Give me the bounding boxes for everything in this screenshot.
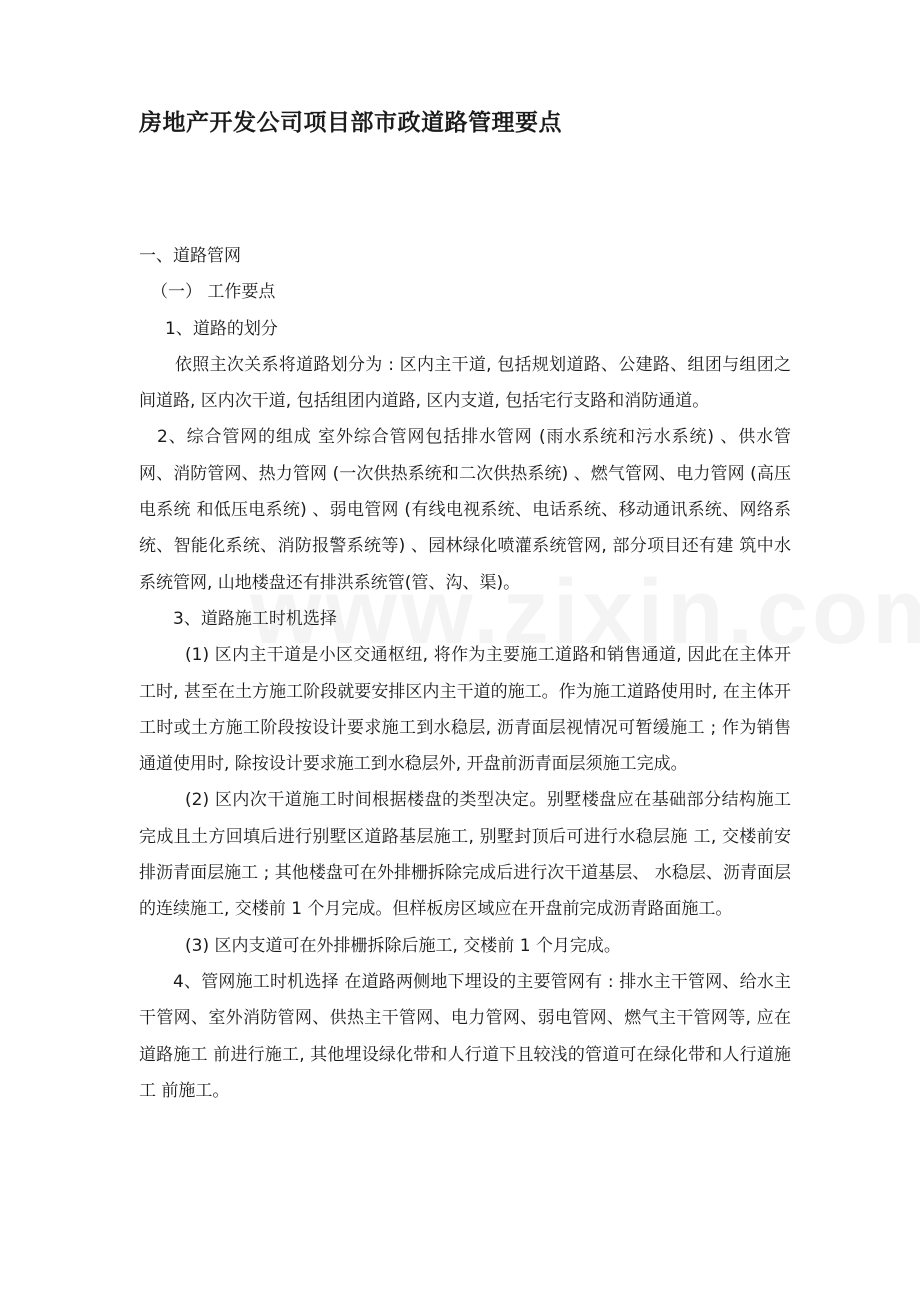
item-heading: 3、道路施工时机选择: [173, 608, 337, 629]
item-heading: 1、道路的划分: [165, 318, 278, 339]
body-paragraph: (2) 区内次干道施工时间根据楼盘的类型决定。别墅楼盘应在基础部分结构施工完成且土方回填后进行别墅区道路基层施工, 别墅封顶后可进行水稳层施 工, 交楼前安排沥青面层施工 ; 其他楼盘可在外排栅拆除完成后进行次干道基层、 水稳层、沥青面层的连续施工, 交楼前 1 个月完成。但样板房区域应在开盘前完成沥青路面施工。: [139, 790, 791, 920]
page-title: 房地产开发公司项目部市政道路管理要点: [139, 110, 562, 136]
subsection-heading: （一） 工作要点: [151, 282, 276, 303]
body-paragraph: (1) 区内主干道是小区交通枢纽, 将作为主要施工道路和销售通道, 因此在主体开工时, 甚至在土方施工阶段就要安排区内主干道的施工。作为施工道路使用时, 在主体开工时或土方施工阶段按设计要求施工到水稳层, 沥青面层视情况可暂缓施工 ; 作为销售通道使用时, 除按设计要求施工到水稳层外, 开盘前沥青面层须施工完成。: [139, 645, 791, 775]
body-paragraph: 2、综合管网的组成 室外综合管网包括排水管网 (雨水系统和污水系统) 、供水管网、消防管网、热力管网 (一次供热系统和二次供热系统) 、燃气管网、电力管网 (高压电系统 和低压电系统) 、弱电管网 (有线电视系统、电话系统、移动通讯系统、网络系 统、智能化系统、消防报警系统等) 、园林绿化喷灌系统管网, 部分项目还有建 筑中水系统管网, 山地楼盘还有排洪系统管(管、沟、渠)。: [139, 427, 791, 593]
section-heading: 一、道路管网: [139, 246, 241, 266]
body-paragraph: (3) 区内支道可在外排栅拆除后施工, 交楼前 1 个月完成。: [185, 935, 621, 956]
body-paragraph: 4、管网施工时机选择 在道路两侧地下埋设的主要管网有 : 排水主干管网、给水主干管网、室外消防管网、供热主干管网、电力管网、弱电管网、燃气主干管网等, 应在道路施工 前进行施工, 其他埋设绿化带和人行道下且较浅的管道可在绿化带和人行道施工 前施工。: [139, 971, 791, 1101]
body-paragraph: 依照主次关系将道路划分为 : 区内主干道, 包括规划道路、公建路、组团与组团之间道路, 区内次干道, 包括组团内道路, 区内支道, 包括宅行支路和消防通道。: [139, 354, 791, 412]
document-body: [139, 238, 791, 1109]
